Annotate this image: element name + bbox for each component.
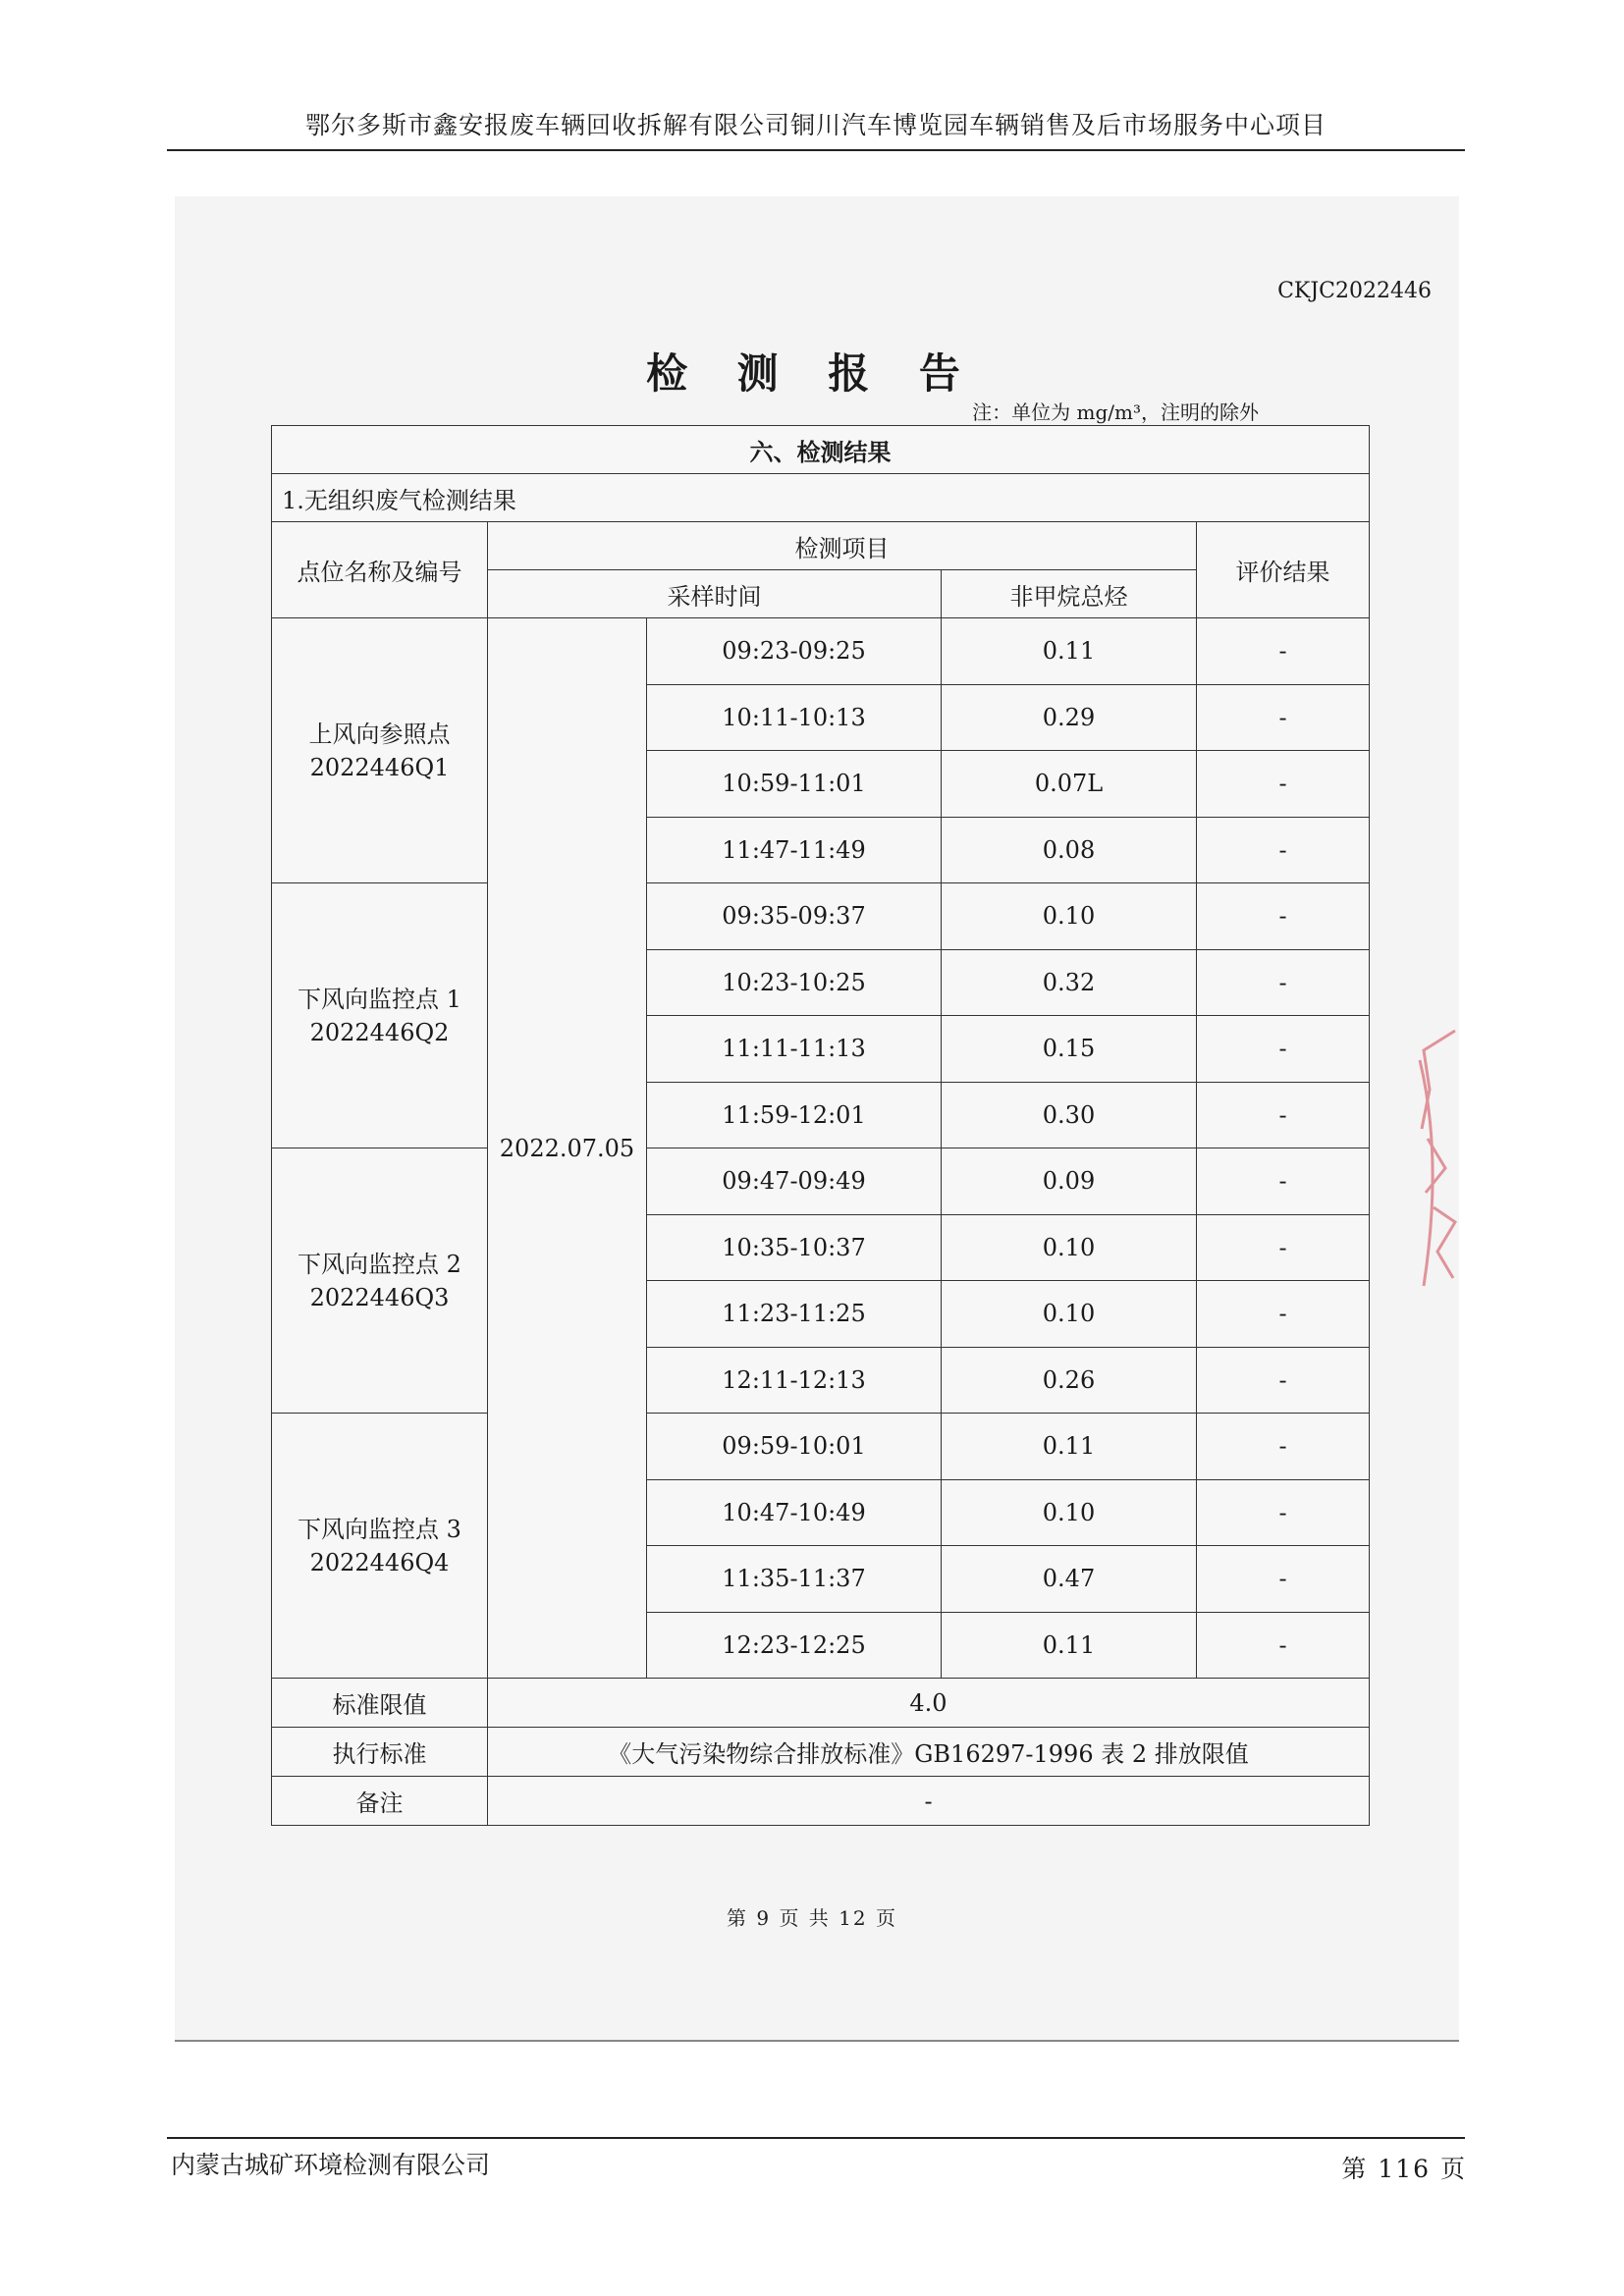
- sample-time: 09:59-10:01: [647, 1414, 942, 1480]
- point-code: 2022446Q3: [309, 1283, 450, 1311]
- evaluation-value: -: [1197, 684, 1370, 751]
- sample-time: 12:23-12:25: [647, 1612, 942, 1679]
- pollutant-value: 0.32: [942, 949, 1197, 1016]
- pollutant-value: 0.47: [942, 1546, 1197, 1613]
- footer-divider: [167, 2137, 1465, 2139]
- remark-value: -: [488, 1777, 1370, 1826]
- report-number: CKJC2022446: [1277, 279, 1432, 303]
- evaluation-value: -: [1197, 817, 1370, 883]
- sample-time: 11:11-11:13: [647, 1016, 942, 1083]
- pollutant-value: 0.11: [942, 1414, 1197, 1480]
- results-table: [271, 425, 1370, 1826]
- standard-value: 《大气污染物综合排放标准》GB16297-1996 表 2 排放限值: [488, 1728, 1370, 1777]
- sample-time: 11:47-11:49: [647, 817, 942, 883]
- red-seal-stamp: [1416, 1021, 1465, 1306]
- table-row: [272, 883, 1370, 950]
- pollutant-value: 0.15: [942, 1016, 1197, 1083]
- footer-company: 内蒙古城矿环境检测有限公司: [171, 2151, 491, 2179]
- point-code: 2022446Q4: [309, 1548, 450, 1576]
- remark-label: 备注: [272, 1777, 488, 1826]
- sample-time: 10:47-10:49: [647, 1479, 942, 1546]
- point-name: 下风向监控点 1: [298, 985, 461, 1013]
- pollutant-value: 0.26: [942, 1347, 1197, 1414]
- page-counter: 第 9 页 共 12 页: [727, 1906, 897, 1930]
- report-title: 检 测 报 告: [646, 349, 978, 398]
- sample-time: 09:47-09:49: [647, 1148, 942, 1215]
- point-name: 上风向参照点: [308, 720, 451, 748]
- sample-time: 09:23-09:25: [647, 618, 942, 685]
- pollutant-value: 0.10: [942, 1281, 1197, 1348]
- sample-time: 11:23-11:25: [647, 1281, 942, 1348]
- evaluation-value: -: [1197, 1148, 1370, 1215]
- evaluation-value: -: [1197, 1612, 1370, 1679]
- evaluation-value: -: [1197, 949, 1370, 1016]
- pollutant-value: 0.10: [942, 883, 1197, 950]
- sample-time: 10:11-10:13: [647, 684, 942, 751]
- header-evaluation: 评价结果: [1197, 522, 1370, 618]
- evaluation-value: -: [1197, 751, 1370, 818]
- point-cell: [272, 1148, 488, 1414]
- table-footer-row: [272, 1728, 1370, 1777]
- pollutant-value: 0.29: [942, 684, 1197, 751]
- header-divider: [167, 149, 1465, 151]
- pollutant-value: 0.10: [942, 1214, 1197, 1281]
- point-cell: [272, 1414, 488, 1679]
- header-item: 检测项目: [488, 522, 1197, 570]
- header-point: 点位名称及编号: [272, 522, 488, 618]
- scan-bottom-rule: [175, 2040, 1459, 2042]
- sample-time: 11:35-11:37: [647, 1546, 942, 1613]
- evaluation-value: -: [1197, 1546, 1370, 1613]
- point-name: 下风向监控点 3: [298, 1515, 461, 1543]
- footer-page-number: 第 116 页: [1341, 2155, 1467, 2183]
- pollutant-value: 0.10: [942, 1479, 1197, 1546]
- point-code: 2022446Q2: [309, 1018, 450, 1046]
- evaluation-value: -: [1197, 1281, 1370, 1348]
- evaluation-value: -: [1197, 1016, 1370, 1083]
- evaluation-value: -: [1197, 618, 1370, 685]
- table-row: [272, 1414, 1370, 1480]
- sample-date: 2022.07.05: [488, 618, 647, 1679]
- pollutant-value: 0.11: [942, 1612, 1197, 1679]
- evaluation-value: -: [1197, 1479, 1370, 1546]
- pollutant-value: 0.11: [942, 618, 1197, 685]
- unit-note: 注：单位为 mg/m³，注明的除外: [972, 400, 1259, 424]
- table-footer-row: [272, 1679, 1370, 1728]
- point-cell: [272, 883, 488, 1148]
- table-footer-row: [272, 1777, 1370, 1826]
- pollutant-value: 0.08: [942, 817, 1197, 883]
- point-code: 2022446Q1: [309, 753, 450, 781]
- evaluation-value: -: [1197, 883, 1370, 950]
- point-name: 下风向监控点 2: [298, 1250, 461, 1278]
- sample-time: 11:59-12:01: [647, 1082, 942, 1148]
- header-sample-time: 采样时间: [488, 570, 942, 618]
- section-title: 六、检测结果: [272, 426, 1370, 474]
- sample-time: 10:35-10:37: [647, 1214, 942, 1281]
- sample-time: 09:35-09:37: [647, 883, 942, 950]
- point-cell: [272, 618, 488, 883]
- evaluation-value: -: [1197, 1347, 1370, 1414]
- pollutant-value: 0.07L: [942, 751, 1197, 818]
- pollutant-value: 0.09: [942, 1148, 1197, 1215]
- standard-label: 执行标准: [272, 1728, 488, 1777]
- sample-time: 12:11-12:13: [647, 1347, 942, 1414]
- sample-time: 10:23-10:25: [647, 949, 942, 1016]
- sample-time: 10:59-11:01: [647, 751, 942, 818]
- evaluation-value: -: [1197, 1082, 1370, 1148]
- pollutant-value: 0.30: [942, 1082, 1197, 1148]
- subsection-title: 1.无组织废气检测结果: [272, 474, 1370, 522]
- header-pollutant: 非甲烷总烃: [942, 570, 1197, 618]
- table-row: [272, 1148, 1370, 1215]
- limit-label: 标准限值: [272, 1679, 488, 1728]
- document-header-project-title: 鄂尔多斯市鑫安报废车辆回收拆解有限公司铜川汽车博览园车辆销售及后市场服务中心项目: [304, 111, 1326, 139]
- evaluation-value: -: [1197, 1214, 1370, 1281]
- limit-value: 4.0: [488, 1679, 1370, 1728]
- evaluation-value: -: [1197, 1414, 1370, 1480]
- table-row: [272, 618, 1370, 685]
